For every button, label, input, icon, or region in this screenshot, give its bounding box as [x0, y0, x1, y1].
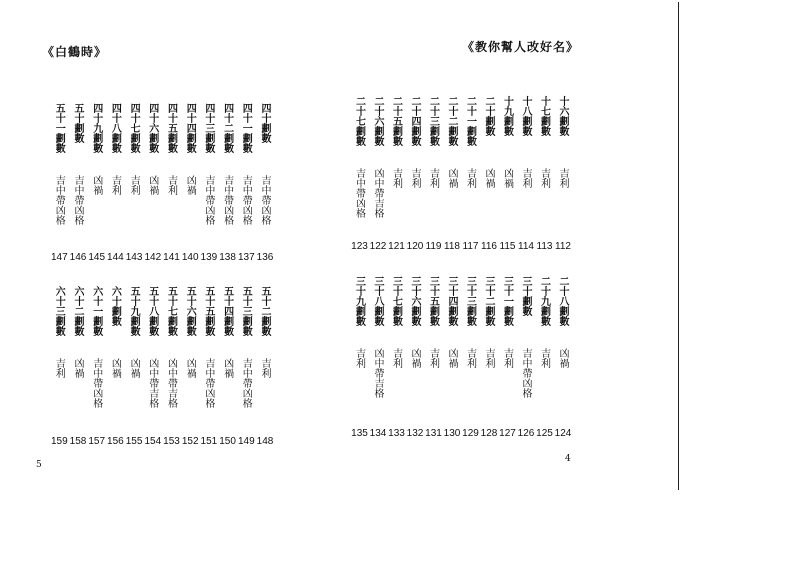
stroke-count-label: 六十一劃數	[90, 286, 102, 336]
entry-number: 150	[219, 436, 236, 447]
stroke-count-label: 十六劃數	[557, 96, 568, 136]
stroke-entry-right-top	[409, 96, 419, 188]
entry-number: 139	[200, 252, 218, 263]
entry-number: 125	[536, 428, 553, 439]
entry-number: 115	[499, 241, 516, 252]
entry-number: 147	[50, 252, 68, 263]
entry-number: 133	[388, 428, 405, 439]
fortune-label: 吉利	[390, 348, 402, 368]
stroke-entry-left-top	[128, 103, 138, 195]
stroke-count-label: 四十一劃數	[240, 103, 252, 153]
fortune-label: 吉利	[409, 168, 420, 188]
stroke-entry-right-top	[502, 96, 512, 188]
stroke-count-label: 三十四劃數	[446, 276, 457, 326]
stroke-count-label: 二十劃數	[483, 96, 494, 136]
stroke-entry-left-top	[240, 103, 250, 225]
stroke-count-label: 五十三劃數	[240, 286, 252, 336]
entry-number: 154	[144, 436, 162, 447]
stroke-entry-right-top	[372, 96, 382, 218]
stroke-entry-right-bottom	[539, 276, 549, 368]
entry-number: 143	[125, 252, 143, 263]
stroke-count-label: 四十九劃數	[90, 103, 102, 153]
stroke-count-label: 三十三劃數	[464, 276, 476, 326]
fortune-label: 吉中帶凶格	[202, 358, 214, 408]
stroke-entry-right-top	[391, 96, 401, 188]
fortune-label: 吉利	[109, 175, 121, 195]
entry-number: 146	[69, 252, 87, 263]
fortune-label: 吉利	[427, 168, 439, 188]
entry-number: 118	[444, 241, 460, 252]
stroke-count-label: 五十六劃數	[184, 286, 196, 336]
stroke-entry-left-bottom	[91, 286, 101, 408]
stroke-entry-left-bottom	[147, 286, 157, 408]
stroke-entry-left-bottom	[184, 286, 194, 378]
entry-number: 128	[480, 428, 498, 439]
stroke-count-label: 二十九劃數	[538, 276, 550, 326]
fortune-label: 吉利	[464, 348, 476, 368]
stroke-entry-right-top	[483, 96, 493, 188]
fortune-label: 吉利	[165, 175, 177, 195]
fortune-label: 凶中帶吉格	[165, 358, 177, 408]
fortune-label: 吉利	[353, 348, 365, 368]
stroke-count-label: 二十四劃數	[409, 96, 420, 146]
entry-number: 114	[518, 241, 534, 252]
fortune-label: 吉利	[53, 358, 65, 378]
stroke-count-label: 二十七劃數	[353, 96, 365, 146]
entry-number: 123	[351, 241, 368, 252]
stroke-count-label: 十八劃數	[520, 96, 531, 136]
stroke-count-label: 十九劃數	[501, 96, 513, 136]
stroke-count-label: 三十一劃數	[501, 276, 513, 326]
fortune-label: 凶禍	[446, 168, 457, 188]
entry-number: 126	[517, 428, 535, 439]
stroke-entry-right-bottom	[428, 276, 438, 368]
stroke-entry-left-top	[203, 103, 213, 225]
stroke-count-label: 十七劃數	[538, 96, 550, 136]
stroke-entry-right-bottom	[483, 276, 493, 368]
stroke-entry-left-top	[147, 103, 157, 195]
entry-number: 112	[555, 241, 571, 252]
stroke-count-label: 五十劃數	[72, 103, 83, 143]
entry-number: 155	[125, 436, 143, 447]
stroke-count-label: 四十四劃數	[184, 103, 196, 153]
fortune-label: 吉中帶凶格	[520, 348, 531, 398]
stroke-entry-left-bottom	[109, 286, 119, 378]
stroke-count-label: 四十八劃數	[109, 103, 121, 153]
fortune-label: 吉利	[483, 348, 494, 368]
entry-number: 113	[536, 241, 553, 252]
stroke-entry-right-bottom	[354, 276, 364, 368]
stroke-entry-right-bottom	[520, 276, 530, 398]
entry-number: 145	[88, 252, 106, 263]
stroke-entry-left-top	[109, 103, 119, 195]
entry-number: 138	[219, 252, 236, 263]
fortune-label: 凶中帶吉格	[372, 168, 383, 218]
entry-number: 131	[425, 428, 442, 439]
entry-number: 117	[462, 241, 479, 252]
fortune-label: 吉利	[557, 168, 568, 188]
stroke-entry-left-top	[184, 103, 194, 195]
stroke-entry-right-top	[557, 96, 567, 188]
stroke-count-label: 五十四劃數	[221, 286, 233, 336]
fortune-label: 吉中帶凶格	[202, 175, 214, 225]
stroke-entry-right-bottom	[446, 276, 456, 368]
entry-number: 152	[181, 436, 199, 447]
stroke-entry-left-bottom	[240, 286, 250, 408]
stroke-count-label: 三十八劃數	[372, 276, 383, 326]
stroke-count-label: 三十劃數	[520, 276, 531, 316]
fortune-label: 凶中帶吉格	[146, 358, 158, 408]
fortune-label: 凶禍	[501, 168, 513, 188]
stroke-count-label: 五十九劃數	[128, 286, 140, 336]
fortune-label: 吉利	[520, 168, 531, 188]
entry-number: 140	[181, 252, 199, 263]
stroke-count-label: 四十七劃數	[128, 103, 140, 153]
entry-number: 151	[200, 436, 218, 447]
stroke-entry-left-bottom	[53, 286, 63, 378]
stroke-entry-right-top	[539, 96, 549, 188]
stroke-count-label: 四十五劃數	[165, 103, 177, 153]
stroke-count-label: 二十六劃數	[372, 96, 383, 146]
fortune-label: 吉中帶凶格	[353, 168, 365, 218]
fortune-label: 吉中帶凶格	[259, 175, 270, 225]
stroke-count-label: 二十五劃數	[390, 96, 402, 146]
stroke-count-label: 三十七劃數	[390, 276, 402, 326]
stroke-count-label: 五十八劃數	[146, 286, 158, 336]
stroke-entry-left-bottom	[259, 286, 269, 378]
entry-number: 122	[369, 241, 387, 252]
entry-number: 120	[406, 241, 424, 252]
entry-number: 135	[351, 428, 368, 439]
entry-number: 142	[144, 252, 162, 263]
fortune-label: 凶禍	[557, 348, 568, 368]
stroke-count-label: 四十劃數	[259, 103, 270, 143]
stroke-count-label: 四十二劃數	[221, 103, 233, 153]
fortune-label: 凶禍	[128, 358, 140, 378]
right-page-number: 4	[565, 454, 571, 464]
fortune-label: 凶禍	[146, 175, 158, 195]
fortune-label: 吉中帶凶格	[53, 175, 65, 225]
entry-number: 136	[256, 252, 274, 263]
entry-number: 132	[406, 428, 424, 439]
stroke-count-label: 三十九劃數	[353, 276, 365, 326]
stroke-count-label: 五十一劃數	[53, 103, 65, 153]
stroke-entry-left-bottom	[128, 286, 138, 378]
entry-number: 149	[237, 436, 255, 447]
right-page-header: 《教你幫人改好名》	[462, 40, 580, 54]
stroke-count-label: 三十五劃數	[427, 276, 439, 326]
stroke-entry-left-top	[222, 103, 232, 225]
entry-number: 137	[237, 252, 255, 263]
stroke-count-label: 三十六劃數	[409, 276, 420, 326]
stroke-entry-left-top	[259, 103, 269, 225]
fortune-label: 吉利	[501, 348, 513, 368]
stroke-entry-left-bottom	[72, 286, 82, 378]
entry-number: 141	[163, 252, 180, 263]
fortune-label: 凶禍	[446, 348, 457, 368]
stroke-entry-left-bottom	[222, 286, 232, 378]
fortune-label: 凶禍	[221, 358, 233, 378]
entry-number: 116	[481, 241, 497, 252]
stroke-entry-right-bottom	[465, 276, 475, 368]
entry-number: 157	[88, 436, 106, 447]
entry-number: 124	[554, 428, 572, 439]
entry-number: 153	[163, 436, 180, 447]
entry-number: 144	[107, 252, 124, 263]
fortune-label: 吉利	[538, 168, 550, 188]
fortune-label: 吉中帶凶格	[90, 358, 102, 408]
fortune-label: 吉利	[464, 168, 476, 188]
stroke-entry-left-top	[53, 103, 63, 225]
stroke-count-label: 四十六劃數	[146, 103, 158, 153]
fortune-label: 吉中帶凶格	[240, 175, 252, 225]
fortune-label: 凶中帶吉格	[372, 348, 383, 398]
entry-number: 130	[443, 428, 461, 439]
stroke-entry-left-top	[72, 103, 82, 225]
fortune-label: 凶禍	[109, 358, 121, 378]
fortune-label: 吉中帶凶格	[240, 358, 252, 408]
stroke-count-label: 五十二劃數	[259, 286, 270, 336]
fortune-label: 吉利	[128, 175, 140, 195]
fortune-label: 吉利	[538, 348, 550, 368]
entry-number: 127	[499, 428, 516, 439]
fortune-label: 凶禍	[483, 168, 494, 188]
left-page-number: 5	[36, 460, 42, 470]
page-edge-divider	[678, 2, 679, 490]
stroke-count-label: 二十八劃數	[557, 276, 568, 326]
entry-number: 148	[256, 436, 274, 447]
fortune-label: 凶禍	[184, 175, 196, 195]
fortune-label: 吉中帶凶格	[221, 175, 233, 225]
stroke-entry-right-bottom	[372, 276, 382, 398]
entry-number: 121	[388, 241, 405, 252]
stroke-entry-left-top	[91, 103, 101, 195]
stroke-entry-left-bottom	[166, 286, 176, 408]
fortune-label: 吉利	[390, 168, 402, 188]
stroke-count-label: 二十二劃數	[446, 96, 457, 146]
stroke-count-label: 五十七劃數	[165, 286, 177, 336]
fortune-label: 吉中帶凶格	[72, 175, 83, 225]
stroke-entry-right-top	[354, 96, 364, 218]
stroke-entry-left-top	[166, 103, 176, 195]
stroke-entry-right-top	[520, 96, 530, 188]
fortune-label: 凶禍	[72, 358, 83, 378]
fortune-label: 凶禍	[184, 358, 196, 378]
stroke-count-label: 六十二劃數	[72, 286, 83, 336]
stroke-entry-right-bottom	[557, 276, 567, 368]
entry-number: 129	[462, 428, 479, 439]
stroke-entry-left-bottom	[203, 286, 213, 408]
fortune-label: 凶禍	[90, 175, 102, 195]
entry-number: 158	[69, 436, 87, 447]
stroke-count-label: 五十五劃數	[202, 286, 214, 336]
stroke-count-label: 四十三劃數	[202, 103, 214, 153]
fortune-label: 吉利	[259, 358, 270, 378]
stroke-count-label: 六十三劃數	[53, 286, 65, 336]
entry-number: 134	[369, 428, 387, 439]
stroke-entry-right-top	[428, 96, 438, 188]
stroke-entry-right-bottom	[502, 276, 512, 368]
entry-number: 119	[425, 241, 442, 252]
stroke-entry-right-bottom	[391, 276, 401, 368]
stroke-count-label: 二十三劃數	[427, 96, 439, 146]
stroke-count-label: 三十二劃數	[483, 276, 494, 326]
stroke-entry-right-top	[446, 96, 456, 188]
entry-number: 156	[107, 436, 124, 447]
stroke-entry-right-top	[465, 96, 475, 188]
fortune-label: 凶禍	[409, 348, 420, 368]
stroke-count-label: 二十一劃數	[464, 96, 476, 146]
entry-number: 159	[50, 436, 68, 447]
stroke-entry-right-bottom	[409, 276, 419, 368]
left-page-header: 《白鶴時》	[42, 45, 108, 59]
stroke-count-label: 六十劃數	[109, 286, 121, 326]
fortune-label: 吉利	[427, 348, 439, 368]
